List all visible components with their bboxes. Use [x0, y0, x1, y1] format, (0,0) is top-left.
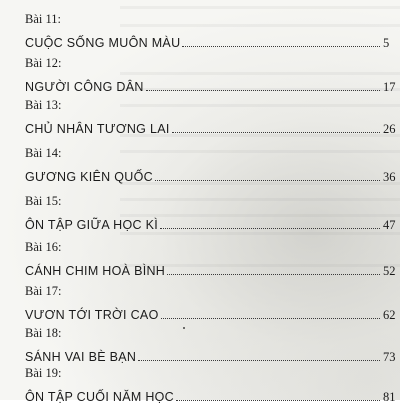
lesson-number: Bài 19: — [25, 366, 62, 380]
page-number: 26 — [383, 122, 396, 136]
dot-leader — [182, 46, 380, 47]
lesson-number: Bài 18: — [25, 326, 62, 340]
lesson-title: SÁNH VAI BÈ BẠN — [25, 350, 137, 364]
dot-leader — [138, 360, 380, 361]
lesson-title: CÁNH CHIM HOÀ BÌNH — [25, 264, 166, 278]
lesson-title: ÔN TẬP CUỐI NĂM HỌC — [25, 390, 175, 404]
lesson-title: CHỦ NHÂN TƯƠNG LAI — [25, 122, 170, 136]
toc-title-row — [25, 216, 400, 232]
toc-entry[interactable] — [25, 284, 400, 322]
dot-leader — [155, 180, 380, 181]
lesson-title: ÔN TẬP GIỮA HỌC KÌ — [25, 218, 159, 232]
toc-entry[interactable] — [25, 146, 400, 184]
page-number: 81 — [383, 390, 396, 404]
lesson-number: Bài 14: — [25, 146, 62, 160]
lesson-number: Bài 11: — [25, 12, 61, 26]
toc-entry[interactable] — [25, 326, 400, 364]
dot-leader — [146, 90, 380, 91]
lesson-number: Bài 15: — [25, 194, 62, 208]
page-number: 62 — [383, 308, 396, 322]
toc-entry[interactable] — [25, 56, 400, 94]
toc-title-row — [25, 306, 400, 322]
toc-title-row — [25, 348, 400, 364]
lesson-number: Bài 17: — [25, 284, 62, 298]
lesson-title: NGƯỜI CÔNG DÂN — [25, 80, 144, 94]
lesson-number: Bài 13: — [25, 98, 62, 112]
lesson-title: CUỘC SỐNG MUÔN MÀU — [25, 36, 181, 50]
dot-leader — [167, 274, 380, 275]
dot-leader — [176, 400, 380, 401]
toc-title-row — [25, 78, 400, 94]
page-number: 5 — [383, 36, 390, 50]
toc-entry[interactable] — [25, 366, 400, 404]
dot-leader — [172, 132, 380, 133]
page-number: 73 — [383, 350, 396, 364]
dot-leader — [160, 228, 380, 229]
page-number: 47 — [383, 218, 396, 232]
lesson-number: Bài 12: — [25, 56, 62, 70]
toc-title-row — [25, 262, 400, 278]
toc-title-row — [25, 120, 400, 136]
lesson-title: GƯƠNG KIÊN QUỐC — [25, 170, 153, 184]
toc-entry[interactable] — [25, 12, 400, 50]
toc-entry[interactable] — [25, 194, 400, 232]
paper-speck — [183, 327, 185, 329]
toc-title-row — [25, 388, 400, 404]
toc-entry[interactable] — [25, 240, 400, 278]
dot-leader — [161, 318, 380, 319]
toc-title-row — [25, 34, 400, 50]
page-number: 17 — [383, 80, 396, 94]
lesson-title: VƯƠN TỚI TRỜI CAO — [25, 308, 159, 322]
toc-entry[interactable] — [25, 98, 400, 136]
toc-title-row — [25, 168, 400, 184]
page-number: 36 — [383, 170, 396, 184]
page-number: 52 — [383, 264, 396, 278]
lesson-number: Bài 16: — [25, 240, 62, 254]
